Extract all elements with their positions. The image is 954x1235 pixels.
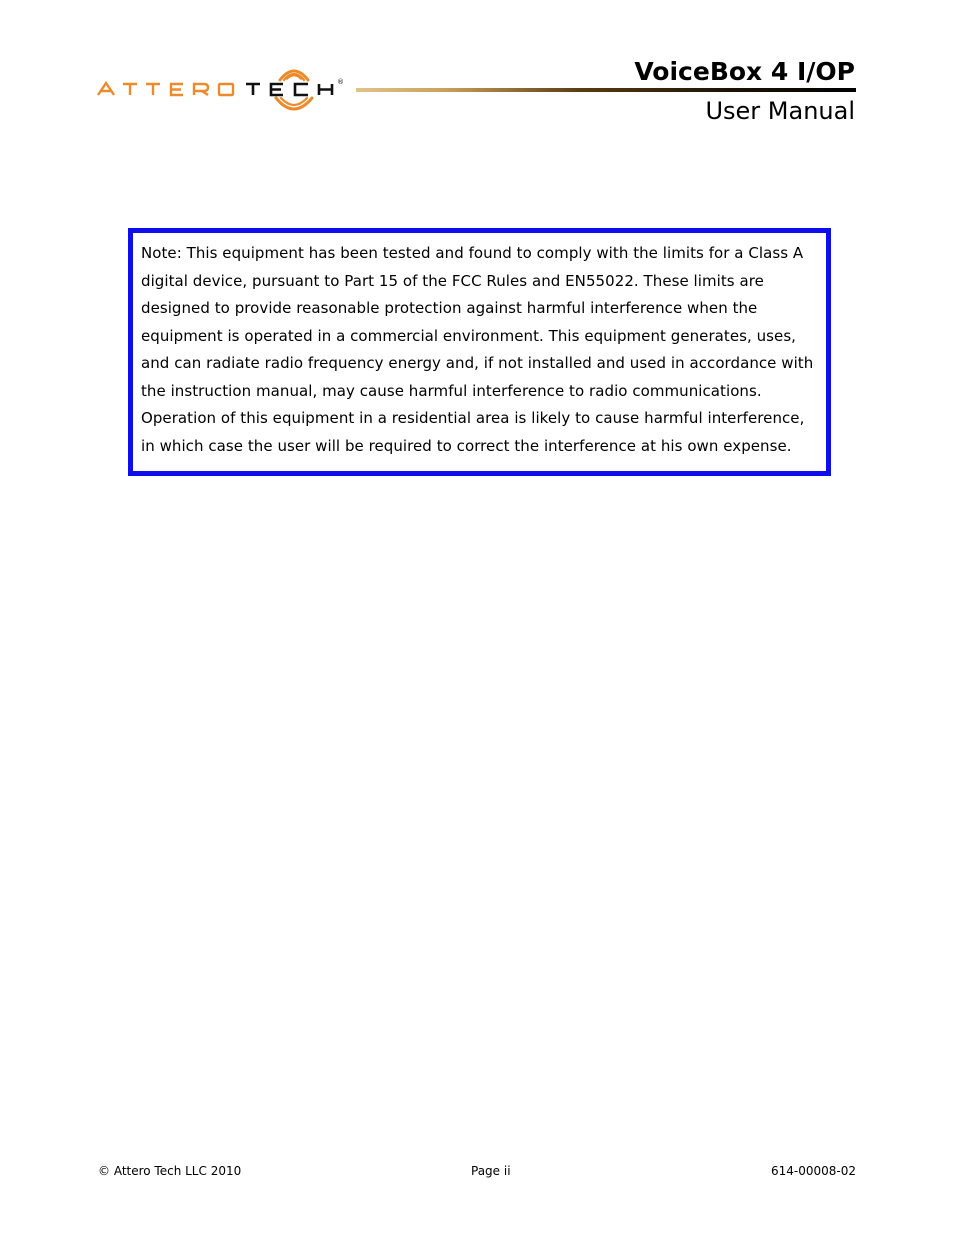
- fcc-notice-box: [128, 228, 831, 476]
- notice-line: and can radiate radio frequency energy and, if not installed and used in accordance with: [141, 354, 814, 372]
- page-footer: [98, 1162, 856, 1182]
- footer-copyright: © Attero Tech LLC 2010: [98, 1164, 242, 1178]
- notice-line: the instruction manual, may cause harmful interference to radio communications.: [141, 381, 762, 400]
- notice-line: digital device, pursuant to Part 15 of the FCC Rules and EN55022. These limits are: [141, 271, 764, 290]
- header-rule: [356, 88, 856, 92]
- svg-text:®: ®: [337, 78, 344, 86]
- footer-page-number: Page ii: [471, 1164, 511, 1178]
- footer-doc-number: 614-00008-02: [770, 1164, 856, 1178]
- page-header: [0, 0, 954, 140]
- document-title: VoiceBox 4 I/OP: [634, 57, 855, 86]
- notice-line: equipment is operated in a commercial environment. This equipment generates, uses,: [141, 326, 797, 345]
- notice-line: Operation of this equipment in a residential area is likely to cause harmful interference,: [141, 409, 805, 427]
- atterotech-logo: [96, 60, 358, 120]
- notice-line: Note: This equipment has been tested and found to comply with the limits for a Class A: [141, 244, 804, 262]
- notice-line: in which case the user will be required to correct the interference at his own expense.: [141, 436, 792, 455]
- notice-line: designed to provide reasonable protection against harmful interference when the: [141, 299, 758, 317]
- document-subtitle: User Manual: [705, 97, 855, 125]
